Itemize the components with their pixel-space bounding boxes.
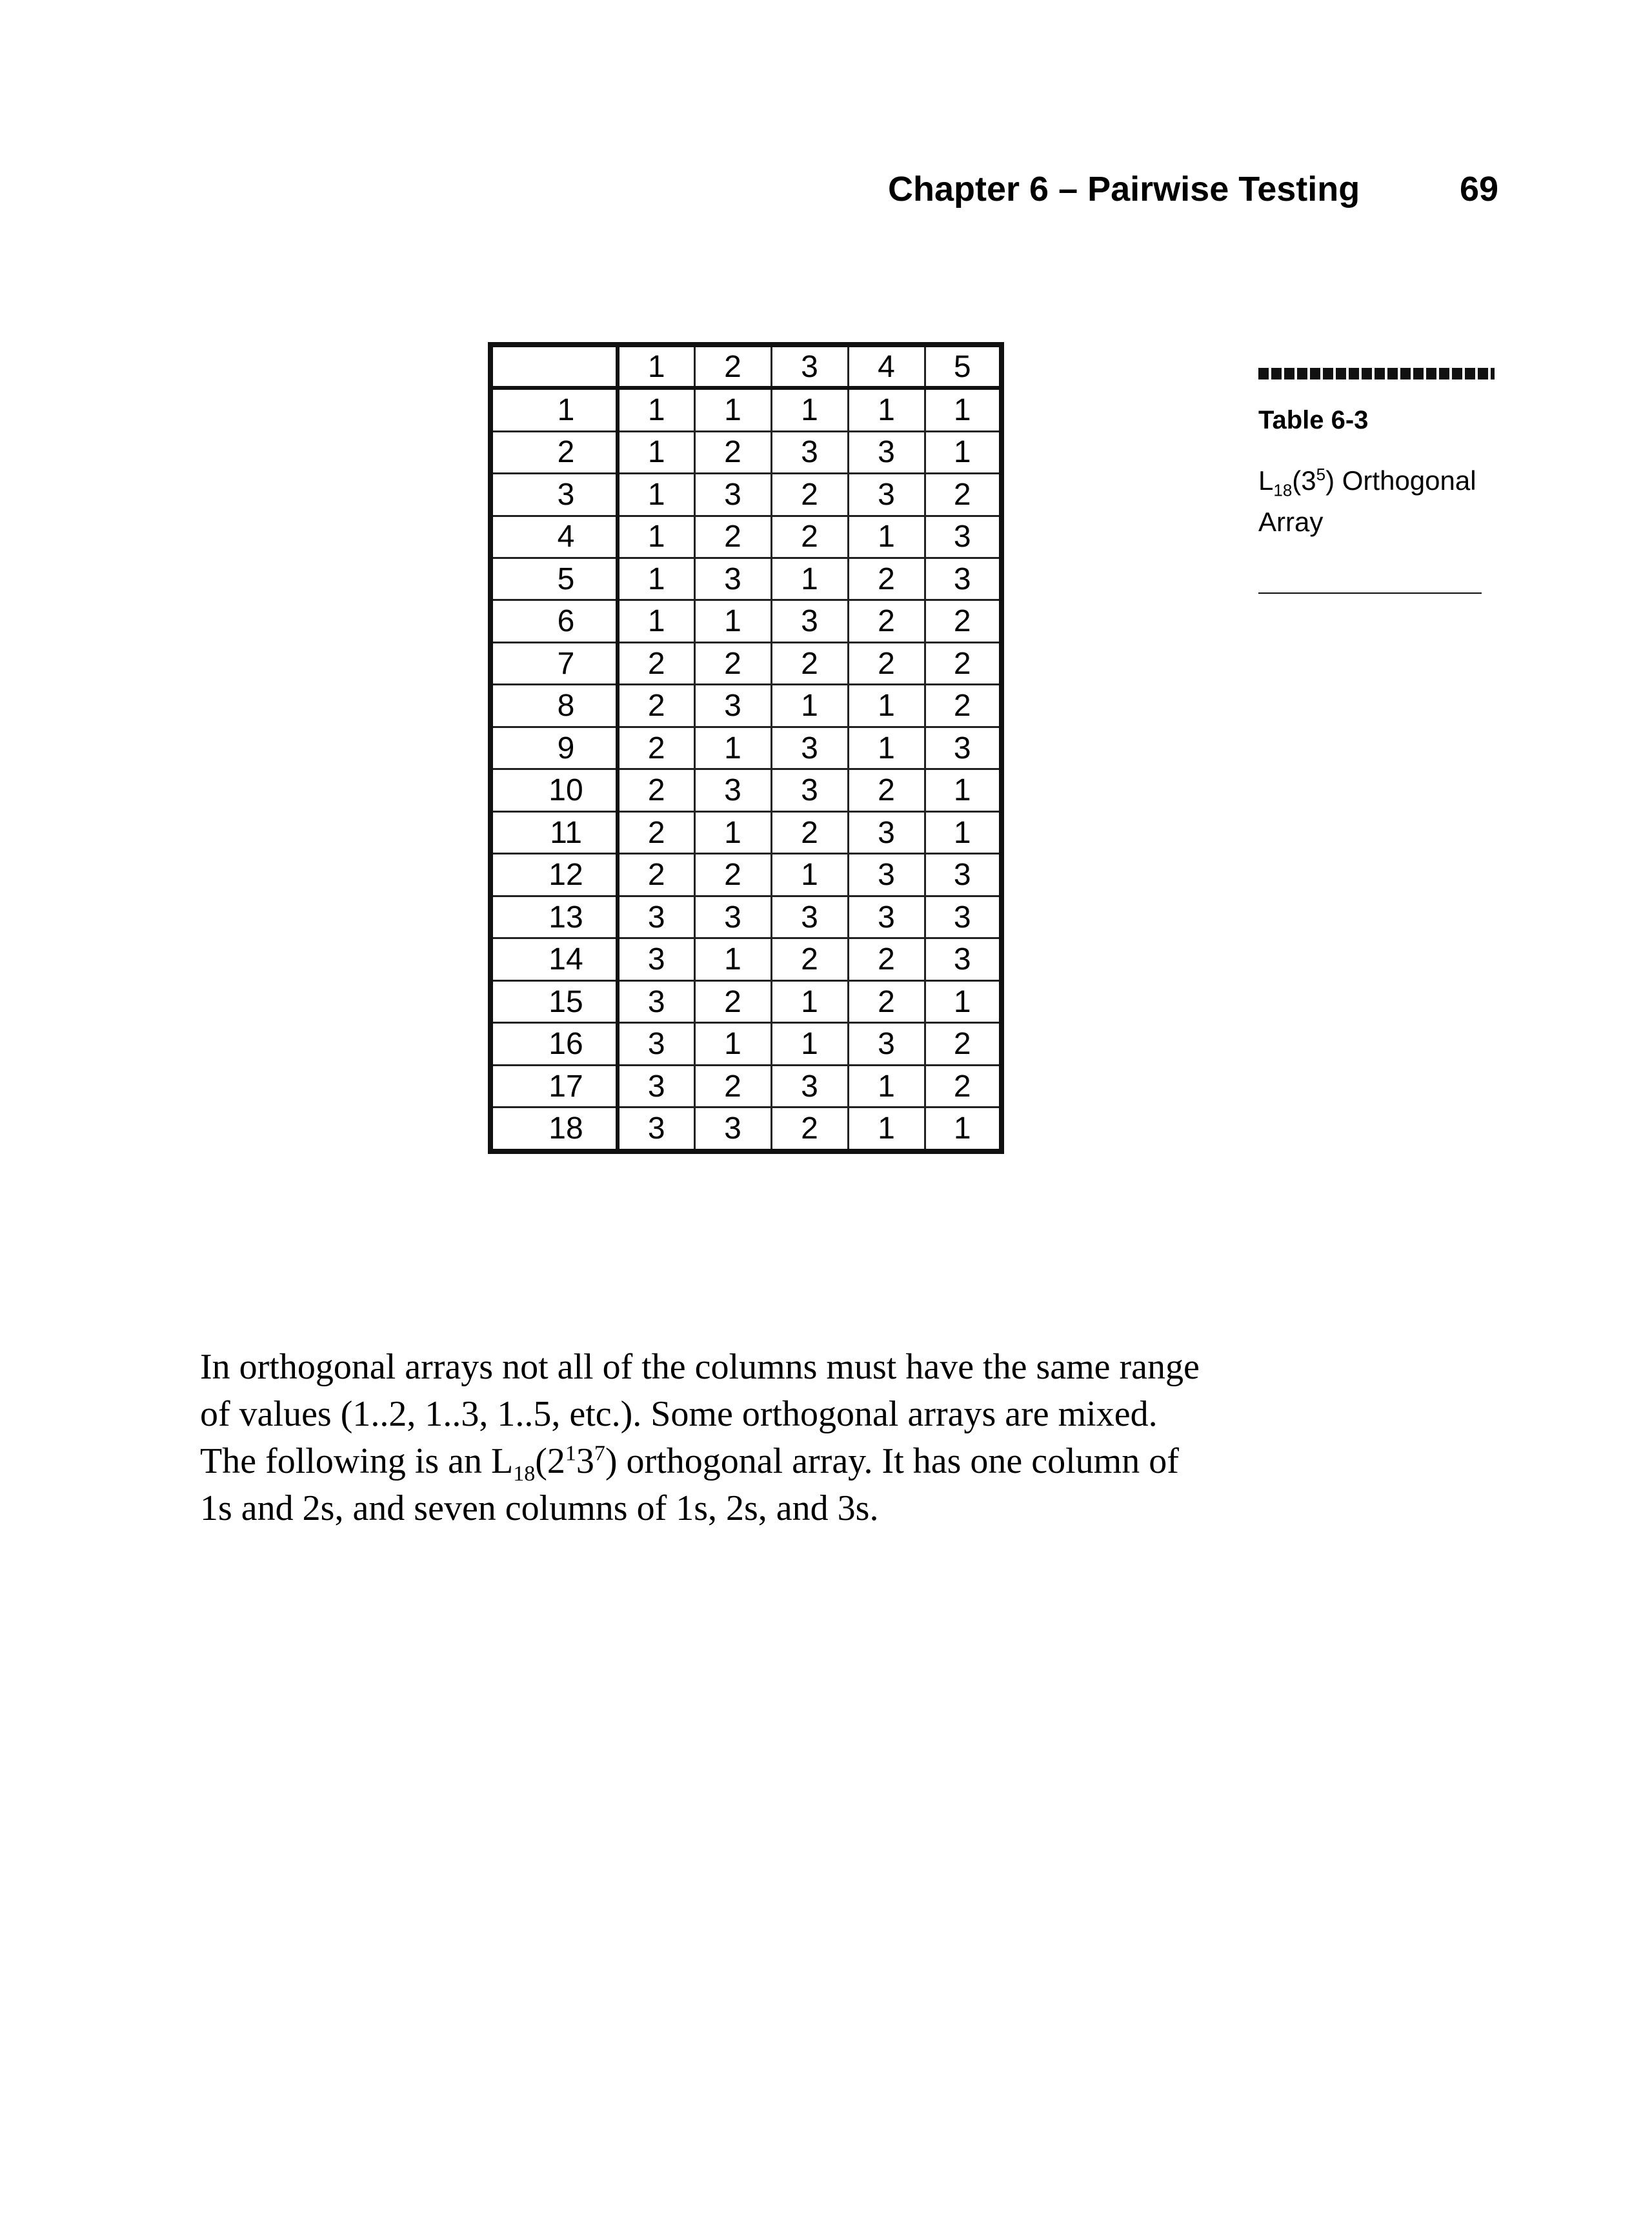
table-cell: 1: [694, 388, 771, 431]
body-text: ) orthogonal array. It has one column of 1s and 2s, and seven columns of 1s, 2s, and 3s.: [200, 1441, 1179, 1528]
table-cell: 2: [694, 642, 771, 684]
table-caption: [1258, 458, 1497, 538]
table-cell: 1: [694, 811, 771, 853]
table-cell: 2: [618, 685, 694, 727]
body-text: (2: [535, 1441, 565, 1481]
row-index: 16: [490, 1023, 618, 1065]
table-cell: 1: [694, 727, 771, 769]
table-cell: 3: [925, 558, 1002, 600]
row-index: 4: [490, 516, 618, 558]
table-cell: 2: [848, 642, 925, 684]
row-index: 5: [490, 558, 618, 600]
table-cell: 2: [925, 1023, 1002, 1065]
table-cell: 2: [771, 1108, 848, 1151]
table-cell: 2: [771, 642, 848, 684]
sidebar-bottom-rule: [1258, 592, 1482, 594]
table-cell: 3: [694, 1108, 771, 1151]
table-sidebar: [1258, 368, 1497, 594]
caption-prefix: L: [1258, 465, 1274, 496]
column-header: 3: [771, 345, 848, 388]
column-header: 1: [618, 345, 694, 388]
table-label: Table 6-3: [1258, 406, 1369, 434]
caption-superscript: 5: [1316, 465, 1326, 484]
table-cell: 1: [694, 1023, 771, 1065]
table-cell: 1: [925, 769, 1002, 811]
table-cell: 3: [925, 938, 1002, 980]
table-cell: 1: [771, 558, 848, 600]
table-cell: 1: [694, 600, 771, 642]
caption-suffix: ) Orthogonal Array: [1258, 465, 1476, 538]
row-index: 8: [490, 685, 618, 727]
table-cell: 3: [771, 896, 848, 938]
table-cell: 3: [618, 896, 694, 938]
row-index: 17: [490, 1065, 618, 1107]
table-cell: 1: [771, 854, 848, 896]
table-cell: 2: [618, 769, 694, 811]
table-cell: 1: [618, 474, 694, 516]
table-cell: 3: [925, 896, 1002, 938]
row-index: 12: [490, 854, 618, 896]
column-header: 4: [848, 345, 925, 388]
table-cell: 2: [618, 811, 694, 853]
table-cell: 2: [771, 938, 848, 980]
table-cell: 3: [771, 769, 848, 811]
table-cell: 3: [618, 1023, 694, 1065]
table-cell: 3: [848, 474, 925, 516]
table-cell: 1: [771, 980, 848, 1022]
row-index: 14: [490, 938, 618, 980]
page-header-title: Chapter 6 – Pairwise Testing: [888, 170, 1360, 208]
body-paragraph: [200, 1344, 1207, 1532]
table-cell: 2: [848, 980, 925, 1022]
page-number: 69: [1460, 170, 1499, 208]
row-index: 13: [490, 896, 618, 938]
table-cell: 1: [618, 516, 694, 558]
body-subscript: 18: [513, 1462, 536, 1486]
table-cell: 2: [694, 1065, 771, 1107]
body-superscript: 1: [565, 1441, 576, 1466]
table-cell: 1: [771, 1023, 848, 1065]
table-cell: 2: [771, 811, 848, 853]
body-superscript: 7: [594, 1441, 605, 1466]
table-cell: 2: [848, 938, 925, 980]
row-index: 10: [490, 769, 618, 811]
row-index: 7: [490, 642, 618, 684]
table-cell: 2: [694, 854, 771, 896]
caption-subscript: 18: [1273, 480, 1293, 500]
table-row: [490, 896, 1002, 938]
table-cell: 2: [618, 854, 694, 896]
row-index: 6: [490, 600, 618, 642]
table-row: [490, 474, 1002, 516]
table-cell: 1: [848, 1065, 925, 1107]
table-cell: 2: [925, 474, 1002, 516]
table-row: [490, 1023, 1002, 1065]
table-cell: 2: [618, 727, 694, 769]
table-cell: 3: [618, 1065, 694, 1107]
table-cell: 1: [848, 516, 925, 558]
table-row: [490, 431, 1002, 473]
table-cell: 3: [925, 854, 1002, 896]
orthogonal-array-table: [488, 342, 1004, 1154]
table-row: [490, 685, 1002, 727]
table-cell: 3: [848, 854, 925, 896]
table-row: [490, 1065, 1002, 1107]
table-cell: 3: [694, 474, 771, 516]
table-cell: 1: [848, 727, 925, 769]
table-cell: 3: [618, 938, 694, 980]
column-header: 2: [694, 345, 771, 388]
row-index: 11: [490, 811, 618, 853]
table-cell: 1: [925, 388, 1002, 431]
table-cell: 2: [925, 685, 1002, 727]
table-row: [490, 727, 1002, 769]
table-row: [490, 642, 1002, 684]
row-index: 2: [490, 431, 618, 473]
table-row: [490, 769, 1002, 811]
table-row: [490, 1108, 1002, 1151]
table-cell: 2: [771, 516, 848, 558]
table-cell: 3: [771, 727, 848, 769]
table-cell: 2: [925, 600, 1002, 642]
table-cell: 3: [848, 811, 925, 853]
table-row: [490, 938, 1002, 980]
body-text: In orthogonal arrays not all of the columns must have the same range of values (1..2, 1..3, 1..5, etc.). Some orthogonal arrays are mixed. The following is an L: [200, 1347, 1200, 1481]
table-cell: 3: [771, 1065, 848, 1107]
table-cell: 2: [848, 600, 925, 642]
table-row: [490, 811, 1002, 853]
table-cell: 2: [848, 769, 925, 811]
table-cell: 2: [694, 980, 771, 1022]
column-header: 5: [925, 345, 1002, 388]
table-cell: 3: [848, 431, 925, 473]
row-index: 3: [490, 474, 618, 516]
table-cell: 1: [618, 558, 694, 600]
table-cell: 3: [771, 600, 848, 642]
table-row: [490, 980, 1002, 1022]
table-cell: 3: [694, 896, 771, 938]
table-cell: 2: [618, 642, 694, 684]
sidebar-top-rule: [1258, 368, 1495, 379]
table-cell: 3: [771, 431, 848, 473]
table-row: [490, 600, 1002, 642]
table-cell: 1: [925, 811, 1002, 853]
table-corner-cell: [490, 345, 618, 388]
table-cell: 1: [618, 431, 694, 473]
table-row: [490, 558, 1002, 600]
table-cell: 3: [848, 1023, 925, 1065]
table-cell: 1: [848, 685, 925, 727]
table-cell: 3: [925, 727, 1002, 769]
table-cell: 2: [694, 516, 771, 558]
table-cell: 3: [925, 516, 1002, 558]
table-cell: 2: [848, 558, 925, 600]
table-cell: 1: [771, 685, 848, 727]
table-cell: 1: [925, 1108, 1002, 1151]
table-cell: 3: [694, 769, 771, 811]
table-cell: 3: [694, 685, 771, 727]
table-cell: 2: [925, 1065, 1002, 1107]
table-cell: 1: [925, 431, 1002, 473]
row-index: 1: [490, 388, 618, 431]
table-cell: 1: [925, 980, 1002, 1022]
row-index: 18: [490, 1108, 618, 1151]
table-row: [490, 388, 1002, 431]
table-cell: 2: [694, 431, 771, 473]
table-cell: 3: [618, 980, 694, 1022]
table-header-row: [490, 345, 1002, 388]
table-cell: 3: [694, 558, 771, 600]
table-cell: 2: [771, 474, 848, 516]
table-cell: 3: [618, 1108, 694, 1151]
table-cell: 1: [848, 388, 925, 431]
table-cell: 3: [848, 896, 925, 938]
table-row: [490, 516, 1002, 558]
table-cell: 1: [771, 388, 848, 431]
table-cell: 2: [925, 642, 1002, 684]
row-index: 9: [490, 727, 618, 769]
table-cell: 1: [694, 938, 771, 980]
caption-mid: (3: [1292, 465, 1316, 496]
table-cell: 1: [618, 600, 694, 642]
table-row: [490, 854, 1002, 896]
table-cell: 1: [618, 388, 694, 431]
body-text: 3: [576, 1441, 594, 1481]
row-index: 15: [490, 980, 618, 1022]
table-cell: 1: [848, 1108, 925, 1151]
